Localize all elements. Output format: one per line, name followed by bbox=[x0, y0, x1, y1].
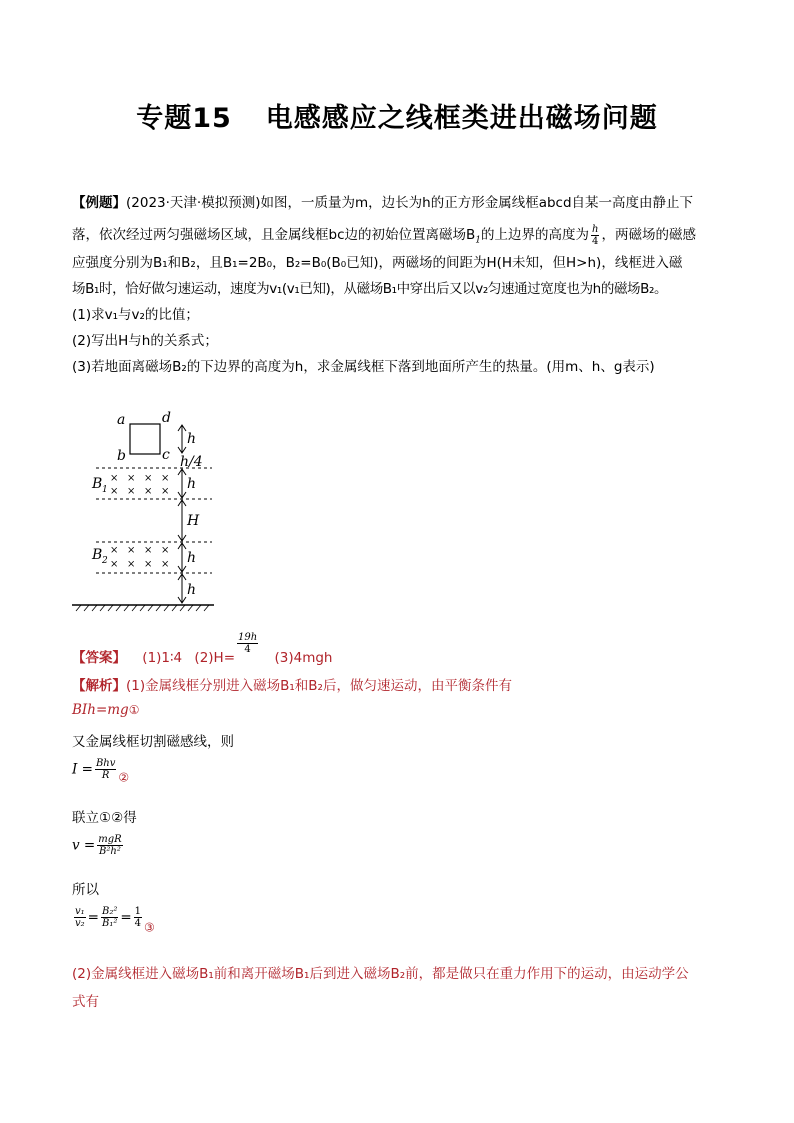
equation-1: BIh=mg① bbox=[72, 702, 140, 718]
svg-text:×: × bbox=[161, 473, 170, 484]
analysis-line-1: 【解析】(1)金属线框分别进入磁场B₁和B₂后，做匀速运动，由平衡条件有 bbox=[72, 678, 512, 694]
analysis-line-5: (2)金属线框进入磁场B₁前和离开磁场B₁后到进入磁场B₂前，都是做只在重力作用下的运动，由运动学公 bbox=[72, 966, 689, 982]
svg-text:1: 1 bbox=[102, 485, 108, 495]
corner-d-label: d bbox=[162, 410, 171, 426]
svg-text:×: × bbox=[161, 559, 170, 570]
answer-1: (1)1∶4 bbox=[142, 650, 183, 666]
analysis-line-3: 联立①②得 bbox=[72, 810, 137, 826]
svg-text:×: × bbox=[110, 559, 119, 570]
problem-text bbox=[72, 190, 732, 380]
diagram bbox=[72, 406, 222, 620]
answer-line bbox=[72, 632, 332, 666]
answer-tag: 【答案】 bbox=[72, 650, 126, 666]
example-tag: 【例题】 bbox=[72, 195, 126, 211]
corner-a-label: a bbox=[117, 412, 126, 428]
svg-text:×: × bbox=[110, 473, 119, 484]
analysis-tag: 【解析】 bbox=[72, 678, 126, 694]
question-3: (3)若地面离磁场B₂的下边界的高度为h，求金属线框下落到地面所产生的热量。(用m、h、g表示) bbox=[72, 359, 655, 375]
analysis-line-4: 所以 bbox=[72, 882, 99, 898]
problem-line-1: 【例题】(2023·天津·模拟预测)如图，一质量为m，边长为h的正方形金属线框abcd自某一高度由静止下 bbox=[72, 195, 694, 211]
svg-text:×: × bbox=[161, 545, 170, 556]
problem-line-3: 应强度分别为B₁和B₂，且B₁=2B₀，B₂=B₀(B₀已知)，两磁场的间距为H(H未知，但H>h)，线框进入磁 bbox=[72, 255, 683, 271]
field1-crosses bbox=[110, 473, 169, 497]
answer-2-fraction: $\frac{19h}{4}$ bbox=[238, 632, 258, 655]
page-title: 专题15 电感感应之线框类进出磁场问题 bbox=[136, 103, 658, 134]
svg-text:×: × bbox=[161, 486, 170, 497]
dim-h1-label: h bbox=[187, 476, 197, 492]
answer-3: (3)4mgh bbox=[274, 650, 333, 666]
metal-frame bbox=[130, 424, 160, 454]
svg-text:×: × bbox=[127, 473, 136, 484]
field2-label: B bbox=[92, 547, 103, 563]
fraction-h-over-4: $\frac{h}{4}$ bbox=[592, 223, 599, 247]
svg-text:×: × bbox=[144, 473, 153, 484]
field1-label: B bbox=[92, 476, 103, 492]
dim-h4-label: h/4 bbox=[180, 454, 203, 470]
corner-b-label: b bbox=[117, 448, 126, 464]
problem-source: (2023·天津·模拟预测) bbox=[126, 195, 261, 211]
svg-text:×: × bbox=[127, 486, 136, 497]
svg-text:×: × bbox=[144, 545, 153, 556]
equation-3: v = $\frac{\text{mgR}}{\text{B²h²}}$ bbox=[72, 834, 122, 857]
magnetic-field-diagram bbox=[72, 406, 222, 616]
equation-4: $\frac{\text{v₁}}{\text{v₂}}$ = $\frac{\text{B₂²}}{\text{B₁²}}$ = $\frac{1}{4}$ ③ bbox=[75, 906, 155, 935]
dim-h-top-label: h bbox=[187, 431, 197, 447]
dim-H-label: H bbox=[187, 513, 200, 529]
problem-line-2: 落，依次经过两匀强磁场区域，且金属线框bc边的初始位置离磁场$B_1$的上边界的高度为 $\frac{h}{4}$ ，两磁场的磁感 bbox=[72, 223, 696, 247]
ground-hatch bbox=[76, 605, 209, 611]
svg-text:×: × bbox=[110, 486, 119, 497]
field2-crosses bbox=[110, 545, 169, 570]
analysis-line-2: 又金属线框切割磁感线，则 bbox=[72, 734, 234, 750]
analysis-line-6: 式有 bbox=[72, 994, 99, 1010]
question-1: (1)求v₁与v₂的比值； bbox=[72, 307, 199, 323]
problem-line-4: 场B₁时，恰好做匀速运动，速度为v₁(v₁已知)，从磁场B₁中穿出后又以v₂匀速通过宽度也为h的磁场B₂。 bbox=[72, 281, 668, 297]
svg-text:×: × bbox=[110, 545, 119, 556]
svg-text:×: × bbox=[127, 559, 136, 570]
dim-h2-label: h bbox=[187, 550, 197, 566]
answer-2-prefix: (2)H= bbox=[194, 650, 236, 666]
corner-c-label: c bbox=[162, 447, 170, 463]
dim-h3-label: h bbox=[187, 582, 197, 598]
question-2: (2)写出H与h的关系式； bbox=[72, 333, 218, 349]
svg-text:×: × bbox=[127, 545, 136, 556]
svg-text:2: 2 bbox=[102, 556, 108, 566]
svg-text:×: × bbox=[144, 486, 153, 497]
equation-2: I = $\frac{\text{Bhv}}{R}$ ② bbox=[72, 758, 130, 785]
svg-text:×: × bbox=[144, 559, 153, 570]
